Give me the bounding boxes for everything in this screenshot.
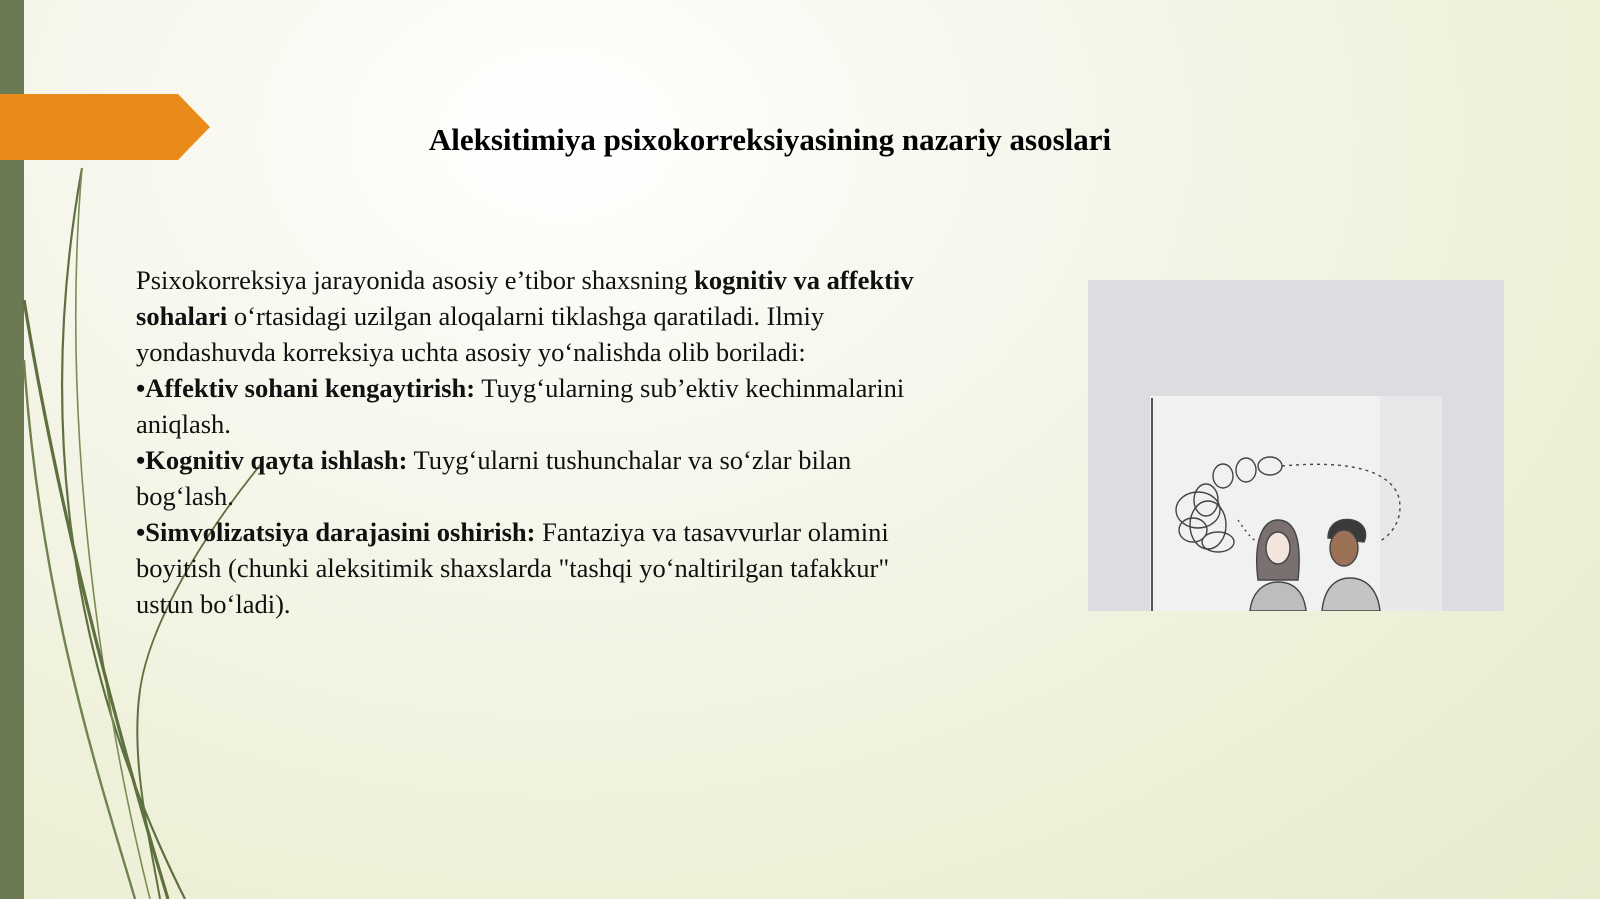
bullet-marker: • [136, 517, 146, 547]
bullet-label: Kognitiv qayta ishlash: [145, 445, 408, 475]
bullet-text: Tuyg‘ularning sub’ektiv kechinmalarini aniqlash. [136, 373, 905, 439]
bullet-marker: • [136, 373, 146, 403]
bullet-text: Fantaziya va tasavvurlar olamini boyitish (chunki aleksitimik shaxslarda "tashqi yo‘naltirilgan tafakkur" ustun bo‘ladi). [136, 517, 890, 619]
two-people-tangled-thoughts-illustration [1088, 280, 1504, 611]
bullet-label: Simvolizatsiya darajasini oshirish: [145, 517, 536, 547]
intro-paragraph [136, 262, 936, 370]
bullet-text: Tuyg‘ularni tushunchalar va so‘zlar bilan bog‘lash. [136, 445, 852, 511]
bullet-item-affective [136, 370, 936, 442]
bullet-item-cognitive [136, 442, 936, 514]
intro-bold-text: kognitiv va affektiv sohalari [136, 265, 914, 331]
intro-text-1: Psixokorreksiya jarayonida asosiy e’tibor shaxsning [136, 265, 695, 295]
slide-title: Aleksitimiya psixokorreksiyasining nazariy asoslari [428, 122, 1112, 157]
orange-arrow-tab [0, 94, 210, 160]
bullet-marker: • [136, 445, 146, 475]
illustration-drawing [1088, 280, 1504, 611]
bullet-label: Affektiv sohani kengaytirish: [145, 373, 476, 403]
slide-body [136, 262, 936, 622]
bullet-item-symbolization [136, 514, 936, 622]
intro-text-2: o‘rtasidagi uzilgan aloqalarni tiklashga qaratiladi. Ilmiy yondashuvda korreksiya uchta asosiy yo‘nalishda olib boriladi: [136, 301, 825, 367]
